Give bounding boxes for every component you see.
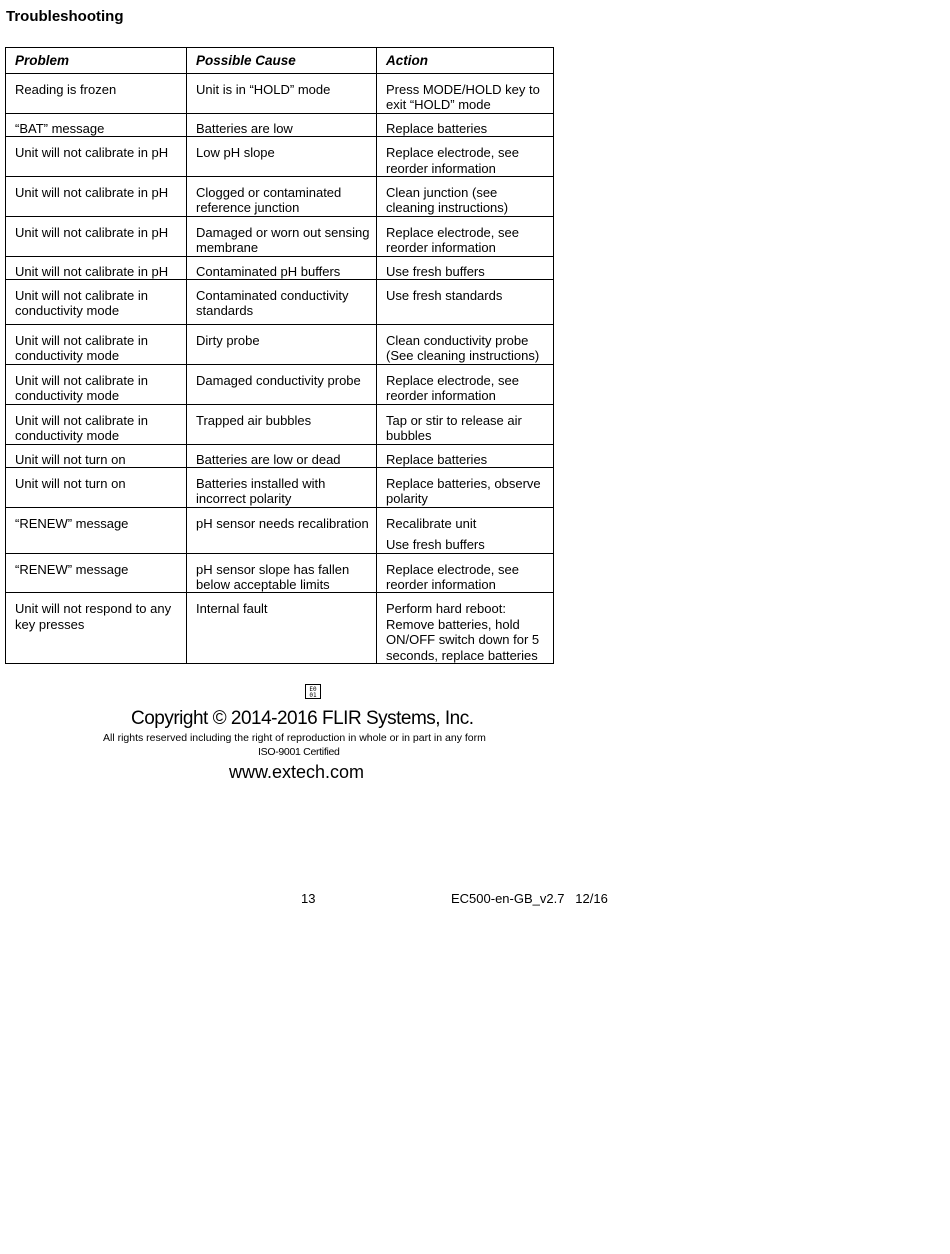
table-row xyxy=(6,280,554,325)
problem-cell: Unit will not calibrate in pH xyxy=(6,137,187,177)
action-cell: Replace electrode, see reorder information xyxy=(377,216,554,256)
action-line: Use fresh buffers xyxy=(386,537,485,553)
action-cell: Replace batteries xyxy=(377,444,554,467)
problem-cell: Unit will not calibrate in conductivity mode xyxy=(6,404,187,444)
cause-cell: pH sensor needs recalibration xyxy=(187,507,377,553)
table-row xyxy=(6,216,554,256)
action-cell: Clean conductivity probe (See cleaning instructions) xyxy=(377,325,554,365)
action-cell: Use fresh buffers xyxy=(377,256,554,279)
problem-cell: Unit will not calibrate in pH xyxy=(6,177,187,217)
problem-cell: Unit will not calibrate in conductivity mode xyxy=(6,325,187,365)
problem-cell: “RENEW” message xyxy=(6,507,187,553)
copyright-notice: Copyright © 2014-2016 FLIR Systems, Inc. xyxy=(131,708,474,729)
page-heading: Troubleshooting xyxy=(6,8,124,25)
cause-cell: Unit is in “HOLD” mode xyxy=(187,74,377,114)
iso-certification: ISO-9001 Certified xyxy=(258,746,340,758)
action-cell: Perform hard reboot: Remove batteries, hold ON/OFF switch down for 5 seconds, replace batteries xyxy=(377,593,554,664)
problem-cell: Reading is frozen xyxy=(6,74,187,114)
table-row xyxy=(6,467,554,507)
action-cell: Press MODE/HOLD key to exit “HOLD” mode xyxy=(377,74,554,114)
cause-cell: Contaminated conductivity standards xyxy=(187,280,377,325)
problem-cell: Unit will not turn on xyxy=(6,444,187,467)
problem-cell: Unit will not respond to any key presses xyxy=(6,593,187,664)
action-cell: Use fresh standards xyxy=(377,280,554,325)
table-header-row xyxy=(6,48,554,74)
rights-statement: All rights reserved including the right of reproduction in whole or in part in any form xyxy=(103,732,486,744)
cause-cell: Dirty probe xyxy=(187,325,377,365)
action-cell: Replace electrode, see reorder information xyxy=(377,364,554,404)
cause-cell: Internal fault xyxy=(187,593,377,664)
cause-cell: Damaged or worn out sensing membrane xyxy=(187,216,377,256)
header-possible-cause: Possible Cause xyxy=(187,48,377,74)
problem-cell: “RENEW” message xyxy=(6,553,187,593)
problem-cell: Unit will not calibrate in conductivity mode xyxy=(6,364,187,404)
troubleshooting-table xyxy=(5,47,554,664)
cause-cell: Batteries installed with incorrect polarity xyxy=(187,467,377,507)
page-number: 13 xyxy=(301,891,316,906)
cause-cell: Batteries are low xyxy=(187,113,377,136)
cause-cell: Contaminated pH buffers xyxy=(187,256,377,279)
table-row xyxy=(6,325,554,365)
action-cell: Replace electrode, see reorder information xyxy=(377,553,554,593)
problem-cell: Unit will not turn on xyxy=(6,467,187,507)
header-problem: Problem xyxy=(6,48,187,74)
action-cell: Tap or stir to release air bubbles xyxy=(377,404,554,444)
table-row xyxy=(6,444,554,467)
table-row xyxy=(6,74,554,114)
cause-cell: Clogged or contaminated reference junction xyxy=(187,177,377,217)
problem-cell: “BAT” message xyxy=(6,113,187,136)
cause-cell: Trapped air bubbles xyxy=(187,404,377,444)
table-row xyxy=(6,593,554,664)
action-cell: Replace batteries xyxy=(377,113,554,136)
cause-cell: Low pH slope xyxy=(187,137,377,177)
problem-cell: Unit will not calibrate in conductivity mode xyxy=(6,280,187,325)
action-cell: Replace batteries, observe polarity xyxy=(377,467,554,507)
table-row xyxy=(6,113,554,136)
cause-cell: Batteries are low or dead xyxy=(187,444,377,467)
action-cell xyxy=(377,507,554,553)
missing-glyph-icon: E0 01 xyxy=(305,684,321,699)
problem-cell: Unit will not calibrate in pH xyxy=(6,256,187,279)
table-row xyxy=(6,256,554,279)
cause-cell: pH sensor slope has fallen below acceptable limits xyxy=(187,553,377,593)
cause-cell: Damaged conductivity probe xyxy=(187,364,377,404)
problem-cell: Unit will not calibrate in pH xyxy=(6,216,187,256)
table-row xyxy=(6,404,554,444)
action-cell: Replace electrode, see reorder information xyxy=(377,137,554,177)
action-cell: Clean junction (see cleaning instructions) xyxy=(377,177,554,217)
table-row xyxy=(6,507,554,553)
website-url: www.extech.com xyxy=(229,762,365,782)
table-row xyxy=(6,553,554,593)
action-line: Recalibrate unit xyxy=(386,515,477,531)
table-row xyxy=(6,177,554,217)
document-code: EC500-en-GB_v2.7 12/16 xyxy=(451,891,608,906)
table-row xyxy=(6,137,554,177)
table-row xyxy=(6,364,554,404)
header-action: Action xyxy=(377,48,554,74)
